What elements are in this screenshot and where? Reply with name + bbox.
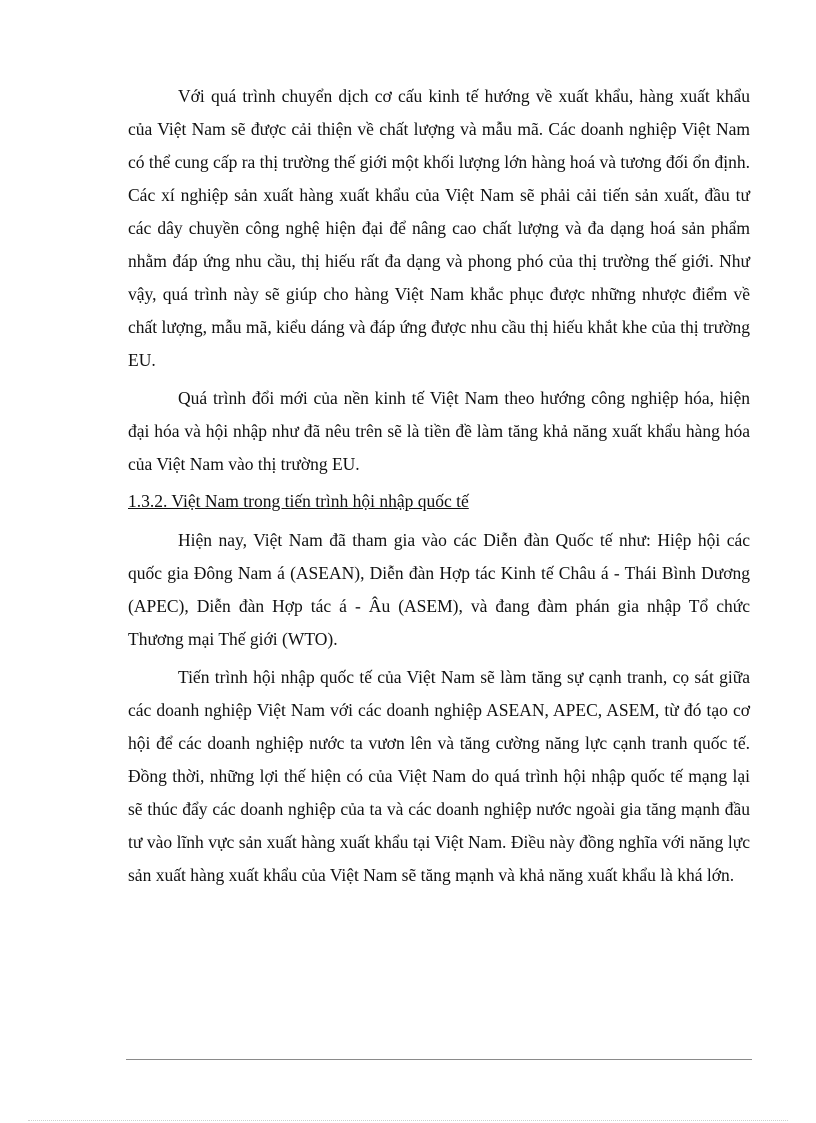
footer-divider	[126, 1059, 752, 1060]
section-heading: 1.3.2. Việt Nam trong tiến trình hội nhập quốc tế	[128, 491, 469, 511]
paragraph-integration-competition: Tiến trình hội nhập quốc tế của Việt Nam sẽ làm tăng sự cạnh tranh, cọ sát giữa các doanh nghiệp Việt Nam với các doanh nghiệp ASEAN, APEC, ASEM, từ đó tạo cơ hội để các doanh nghiệp nước ta vươn lên và tăng cường năng lực cạnh tranh quốc tế. Đồng thời, những lợi thế hiện có của Việt Nam do quá trình hội nhập quốc tế mạng lại sẽ thúc đẩy các doanh nghiệp của ta và các doanh nghiệp nước ngoài gia tăng mạnh đầu tư vào lĩnh vực sản xuất hàng xuất khẩu tại Việt Nam. Điều này đồng nghĩa với năng lực sản xuất hàng xuất khẩu của Việt Nam sẽ tăng mạnh và khả năng xuất khẩu là khá lớn.	[128, 667, 750, 885]
paragraph-international-forums: Hiện nay, Việt Nam đã tham gia vào các Diễn đàn Quốc tế như: Hiệp hội các quốc gia Đông Nam á (ASEAN), Diễn đàn Hợp tác Kinh tế Châu á - Thái Bình Dương (APEC), Diễn đàn Hợp tác á - Âu (ASEM), và đang đàm phán gia nhập Tổ chức Thương mại Thế giới (WTO).	[128, 530, 750, 649]
paragraph-export-restructuring: Với quá trình chuyển dịch cơ cấu kinh tế hướng về xuất khẩu, hàng xuất khẩu của Việt Nam sẽ được cải thiện về chất lượng và mẫu mã. Các doanh nghiệp Việt Nam có thể cung cấp ra thị trường thế giới một khối lượng lớn hàng hoá và tương đối ổn định. Các xí nghiệp sản xuất hàng xuất khẩu của Việt Nam sẽ phải cải tiến sản xuất, đầu tư các dây chuyền công nghệ hiện đại để nâng cao chất lượng và đa dạng hoá sản phẩm nhằm đáp ứng nhu cầu, thị hiếu rất đa dạng và phong phó của thị trường thế giới. Như vậy, quá trình này sẽ giúp cho hàng Việt Nam khắc phục được những nhược điểm về chất lượng, mẫu mã, kiểu dáng và đáp ứng được nhu cầu thị hiếu khắt khe của thị trường EU.	[128, 86, 750, 370]
page-bottom-edge	[28, 1120, 788, 1121]
paragraph-economic-renewal: Quá trình đổi mới của nền kinh tế Việt Nam theo hướng công nghiệp hóa, hiện đại hóa và hội nhập như đã nêu trên sẽ là tiền đề làm tăng khả năng xuất khẩu hàng hóa của Việt Nam vào thị trường EU.	[128, 388, 750, 474]
document-body	[128, 80, 750, 897]
